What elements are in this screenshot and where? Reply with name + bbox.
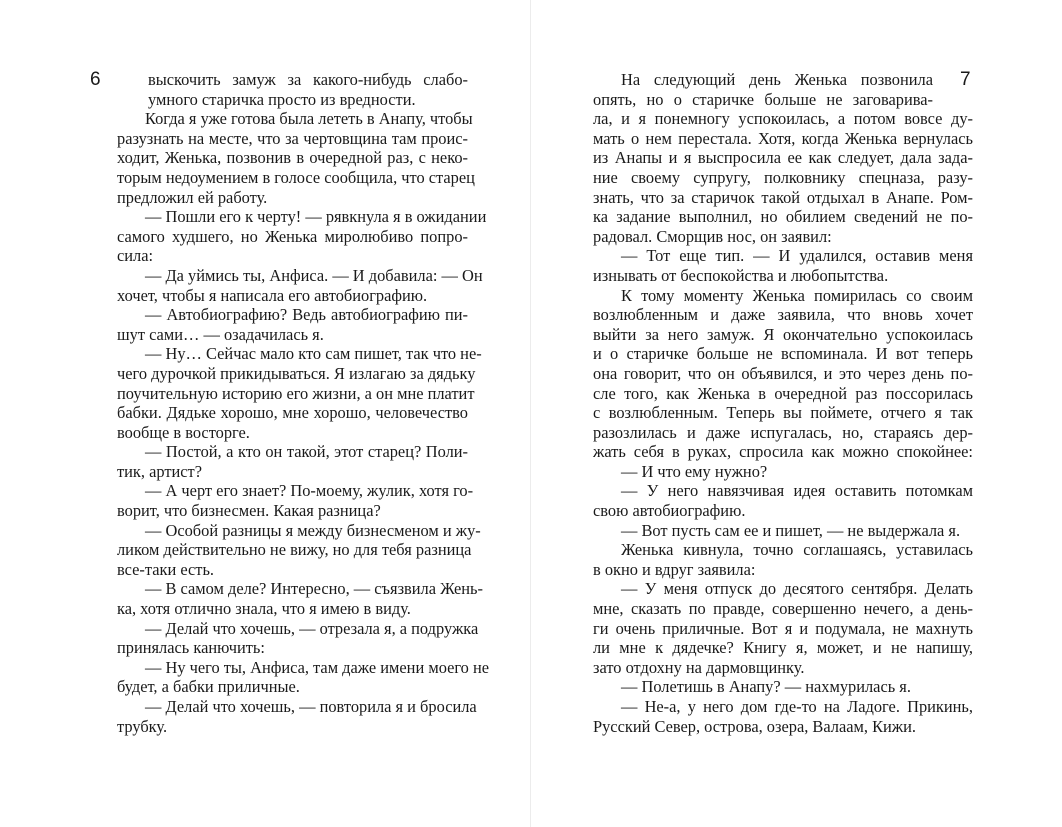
text-line: Русский Север, острова, озера, Валаам, Кижи.	[593, 716, 916, 736]
text-line: — У него навязчивая идея оставить потомкам	[621, 481, 973, 501]
text-line: возлюбленным и даже заявила, что вновь хочет	[593, 305, 973, 325]
text-line: — У меня отпуск до десятого сентября. Делать	[621, 579, 973, 599]
text-line: опять, но о старичке больше не заговарива-	[593, 89, 933, 109]
text-line: чего дурочкой прикидываться. Я излагаю за дядьку	[117, 363, 476, 383]
text-line: свою автобиографию.	[593, 501, 746, 521]
text-line: торым недоумением в голосе сообщила, что старец	[117, 167, 475, 187]
text-line: Когда я уже готова была лететь в Анапу, чтобы	[145, 109, 473, 129]
text-line: ликом действительно не вижу, но для тебя разница	[117, 540, 472, 560]
text-line: зато отдохну на дармовщинку.	[593, 657, 805, 677]
text-line: принялась канючить:	[117, 638, 265, 658]
text-line: — Особой разницы я между бизнесменом и жу-	[145, 520, 481, 540]
left-page-text	[117, 70, 490, 736]
text-line: бабки. Дядьке хорошо, мне хорошо, человечество	[117, 403, 468, 423]
text-line: — Пошли его к черту! — рявкнула я в ожидании	[145, 207, 487, 227]
text-line: К тому моменту Женька помирилась со своим	[621, 285, 973, 305]
text-line: — Делай что хочешь, — повторила я и бросила	[145, 697, 477, 716]
text-line: все-таки есть.	[117, 559, 215, 579]
text-line: поучительную историю его жизни, а он мне платит	[117, 383, 475, 403]
text-line: и о старичке больше не вспоминала. И вот теперь	[593, 344, 973, 364]
text-line: с возлюбленным. Теперь вы поймете, отчего я так	[593, 403, 973, 423]
text-line: — Делай что хочешь, — отрезала я, а подружка	[145, 618, 479, 638]
text-line: ходит, Женька, позвонив в очередной раз, с неко-	[117, 148, 468, 168]
text-line: — Ну… Сейчас мало кто сам пишет, так что не-	[145, 344, 482, 364]
text-line: хочет, чтобы я написала его автобиографию.	[117, 285, 428, 305]
text-line: ли мне к дядечке? Книгу я, может, и не напишу,	[593, 638, 973, 658]
text-line: разузнать на месте, что за чертовщина там проис-	[117, 128, 468, 148]
text-line: мне, сказать по правде, совершенно нечего, а день-	[593, 599, 973, 619]
text-line: она говорит, что он объявился, и это через день по-	[593, 363, 973, 383]
left-page-number: 6	[90, 69, 101, 90]
text-line: мать о нем перестала. Хотя, когда Женька вернулась	[593, 128, 973, 148]
page-gutter	[530, 0, 531, 827]
text-line: ка, хотя отлично знала, что я имею в виду.	[117, 599, 411, 619]
text-line: трубку.	[117, 716, 168, 736]
text-line: радовал. Сморщив нос, он заявил:	[593, 226, 832, 246]
text-line: — Постой, а кто он такой, этот старец? Поли-	[145, 442, 468, 462]
text-line: ние своему супругу, полковнику спецназа, разу-	[593, 167, 973, 187]
text-line: ка задание выполнил, но обилием сведений не по-	[593, 207, 973, 227]
text-line: из Анапы и я выспросила ее как следует, дала зада-	[593, 148, 973, 168]
text-line: ворит, что бизнесмен. Какая разница?	[117, 501, 381, 521]
text-line: тик, артист?	[117, 461, 202, 481]
text-line: — Да уймись ты, Анфиса. — И добавила: — Он	[145, 265, 483, 285]
text-line: сила:	[117, 246, 154, 266]
text-line: — Вот пусть сам ее и пишет, — не выдержала я.	[621, 520, 961, 540]
text-line: выскочить замуж за какого-нибудь слабо-	[148, 70, 468, 89]
text-line: — В самом деле? Интересно, — съязвила Жень-	[145, 579, 483, 599]
right-page-number: 7	[960, 69, 971, 90]
text-line: — Автобиографию? Ведь автобиографию пи-	[145, 305, 468, 325]
text-line: ги очень приличные. Вот я и подумала, не махнуть	[593, 618, 973, 638]
text-line: Женька кивнула, точно соглашаясь, уставилась	[621, 540, 973, 560]
text-line: ла, и я понемногу успокоилась, а потом вовсе ду-	[593, 109, 973, 129]
text-line: будет, а бабки приличные.	[117, 677, 300, 697]
text-line: — Не-а, у него дом где-то на Ладоге. Прикинь,	[621, 697, 973, 716]
text-line: в окно и вдруг заявила:	[593, 559, 756, 579]
text-line: На следующий день Женька позвонила	[621, 70, 933, 89]
text-line: — Полетишь в Анапу? — нахмурилась я.	[621, 677, 911, 697]
text-line: самого худшего, но Женька миролюбиво попро-	[117, 226, 468, 246]
text-line: шут сами… — озадачилась я.	[117, 324, 324, 344]
text-line: изнывать от беспокойства и любопытства.	[593, 265, 889, 285]
text-line: выйти за него замуж. Я окончательно успокоилась	[593, 324, 973, 344]
text-line: предложил ей работу.	[117, 187, 268, 207]
text-line: — Тот еще тип. — И удалился, оставив меня	[621, 246, 973, 266]
right-page-text	[593, 70, 973, 736]
text-line: — Ну чего ты, Анфиса, там даже имени моего не	[145, 657, 490, 677]
text-line: сле того, как Женька в очередной раз поссорилась	[593, 383, 973, 403]
text-line: разозлилась и даже испугалась, но, стараясь дер-	[593, 422, 973, 442]
text-line: вообще в восторге.	[117, 422, 250, 442]
text-line: знать, что за старичок такой отдыхал в Анапе. Ром-	[593, 187, 973, 207]
text-line: жать себя в руках, спросила как можно спокойнее:	[593, 442, 973, 462]
text-line: — А черт его знает? По-моему, жулик, хотя го-	[145, 481, 474, 501]
text-line: — И что ему нужно?	[621, 461, 768, 481]
text-line: умного старичка просто из вредности.	[148, 89, 416, 109]
